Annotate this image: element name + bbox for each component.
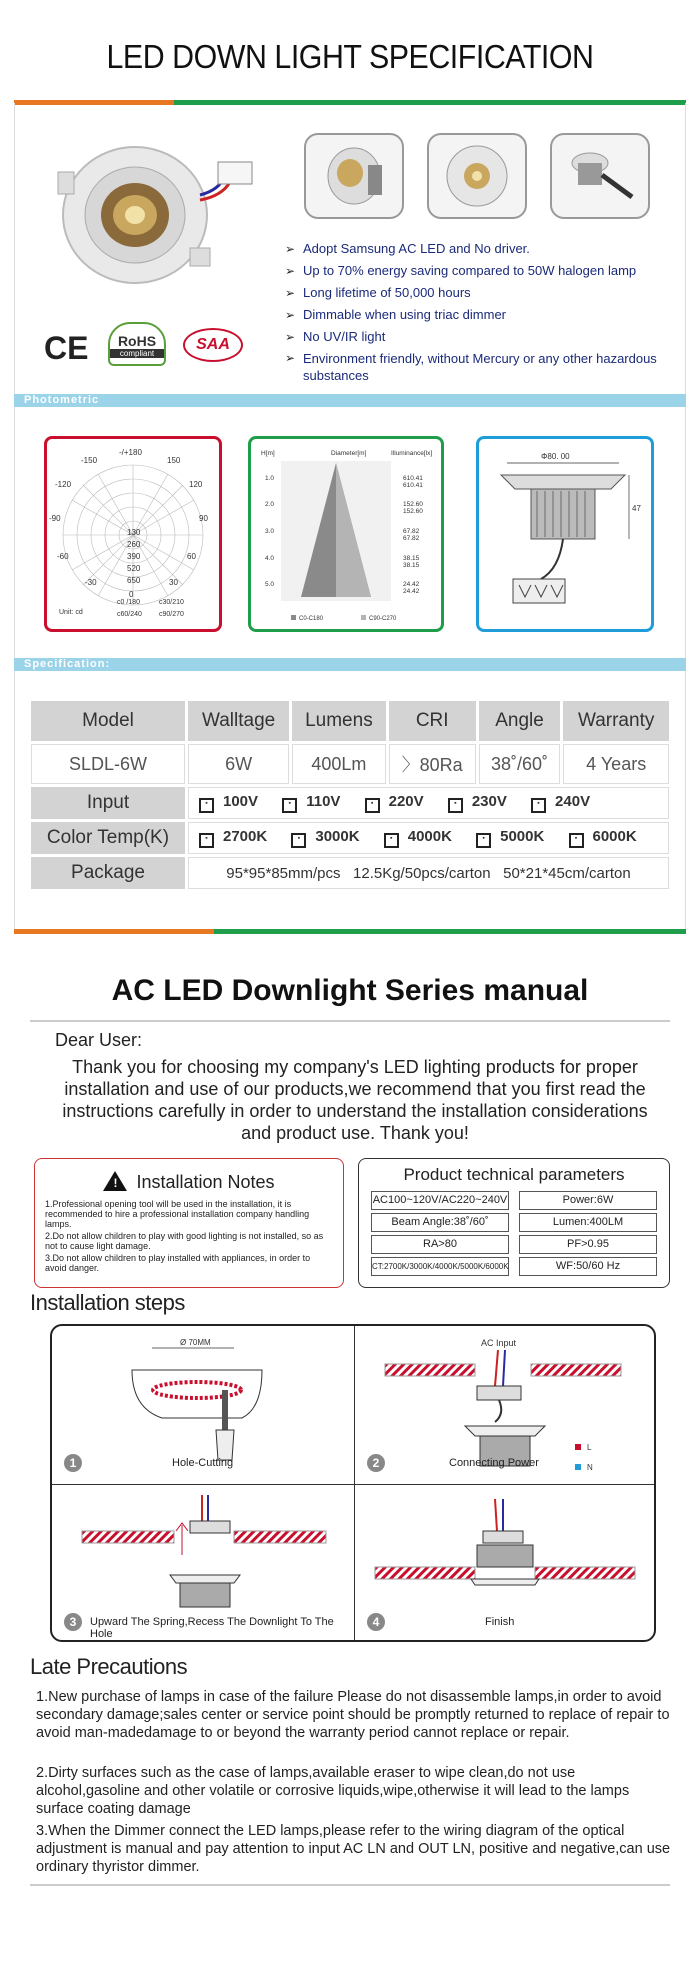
param-cell: Power:6W xyxy=(519,1191,657,1210)
product-main-image xyxy=(50,140,260,300)
param-cell: Lumen:400LM xyxy=(519,1213,657,1232)
param-cell: CT:2700K/3000K/4000K/5000K/6000K xyxy=(371,1257,509,1276)
input-option: ▪ 240V xyxy=(531,793,590,813)
rohs-text: RoHS xyxy=(117,333,157,349)
illum-value: 610.41 xyxy=(403,475,423,482)
illum-height: 1.0 xyxy=(265,475,275,482)
feature-item: ➢ Adopt Samsung AC LED and No driver. xyxy=(285,238,685,260)
color-temp-option: ▪ 2700K xyxy=(199,828,267,848)
section-photometric: Photometric xyxy=(14,394,686,407)
polar-angle-label: -90 xyxy=(49,514,61,523)
illum-value: 610.41 xyxy=(403,482,423,489)
spec-value: 400Lm xyxy=(292,744,385,784)
polar-diagram xyxy=(44,436,222,632)
color-temp-option: ▪ 4000K xyxy=(384,828,452,848)
spec-header: Model xyxy=(31,701,185,741)
package-value: 95*95*85mm/pcs 12.5Kg/50pcs/carton 50*21*45cm/carton xyxy=(188,857,669,889)
spec-header-row xyxy=(31,701,669,741)
bottom-stripe-green xyxy=(214,929,686,934)
intro-text: Thank you for choosing my company's LED lighting products for proper installation and use of our products,we recommend that you first read the instructions carefully in order to understand the installation considerations and product use. Thank you! xyxy=(62,1057,648,1143)
precaution-item: 1.New purchase of lamps in case of the failure Please do not disassemble lamps,in order to avoid secondary damage;sales center or service point should be promptly returned to replace of repair to avoid man-madedamage to or beyond the warranty period cannot replace or repair. xyxy=(36,1689,670,1741)
illum-height: 5.0 xyxy=(265,581,275,588)
installation-steps xyxy=(50,1324,656,1642)
polar-angle-label: -30 xyxy=(85,578,97,587)
wire-legend-n: N xyxy=(587,1463,593,1472)
illum-value: 67.82 xyxy=(403,535,420,542)
polar-angle-label: 30 xyxy=(169,578,178,587)
polar-angle-label: 150 xyxy=(167,456,181,465)
input-label: Input xyxy=(31,787,185,819)
step-4 xyxy=(355,1485,656,1642)
feature-item: ➢ Long lifetime of 50,000 hours xyxy=(285,282,685,304)
illum-value: 152.60 xyxy=(403,501,423,508)
polar-ring-label: 650 xyxy=(127,576,141,585)
spec-value: 4 Years xyxy=(563,744,669,784)
spec-value: 38˚/60˚ xyxy=(479,744,561,784)
illum-legend: C90-C270 xyxy=(369,616,397,622)
step-caption: Upward The Spring,Recess The Downlight To The Hole xyxy=(90,1616,334,1640)
polar-legend: c0 /180 xyxy=(117,599,140,606)
spec-header: Warranty xyxy=(563,701,669,741)
polar-legend: c30/210 xyxy=(159,599,184,606)
polar-unit: Unit: cd xyxy=(59,609,83,616)
param-cell: AC100~120V/AC220~240V xyxy=(371,1191,509,1210)
polar-ring-label: 390 xyxy=(127,552,141,561)
notes-heading xyxy=(35,1171,343,1193)
illum-height: 2.0 xyxy=(265,501,275,508)
illum-value: 67.82 xyxy=(403,528,420,535)
spec-header: CRI xyxy=(389,701,476,741)
step-caption: Finish xyxy=(485,1616,515,1628)
steps-heading: Installation steps xyxy=(30,1290,185,1315)
polar-angle-label: -60 xyxy=(57,552,69,561)
product-thumb-2 xyxy=(427,133,527,219)
spec-table xyxy=(28,698,672,892)
illum-value: 152.60 xyxy=(403,508,423,515)
manual-title: AC LED Downlight Series manual xyxy=(111,974,589,1007)
input-option: ▪ 110V xyxy=(282,793,340,813)
rohs-logo xyxy=(108,322,166,366)
color-temp-option: ▪ 3000K xyxy=(291,828,359,848)
step-1 xyxy=(52,1326,354,1484)
illum-height: 3.0 xyxy=(265,528,275,535)
color-temp-option: ▪ 6000K xyxy=(569,828,637,848)
section-specification: Specification: xyxy=(14,658,686,671)
installation-notes xyxy=(34,1158,344,1288)
step-2 xyxy=(355,1326,656,1484)
package-label: Package xyxy=(31,857,185,889)
polar-angle-label: -120 xyxy=(55,480,72,489)
spec-header: Lumens xyxy=(292,701,385,741)
polar-ring-label: 260 xyxy=(127,540,141,549)
divider xyxy=(30,1020,670,1022)
step-number: 1 xyxy=(64,1454,82,1472)
polar-ring-label: 130 xyxy=(127,528,141,537)
color-temp-label: Color Temp(K) xyxy=(31,822,185,854)
spec-header: Angle xyxy=(479,701,561,741)
polar-angle-label: 60 xyxy=(187,552,196,561)
dimension-height: 47 xyxy=(632,504,641,513)
product-thumb-3 xyxy=(550,133,650,219)
param-cell: WF:50/60 Hz xyxy=(519,1257,657,1276)
notes-title: Installation Notes xyxy=(136,1172,275,1192)
illum-header: Diameter[m] xyxy=(331,450,367,457)
spec-header: Walltage xyxy=(188,701,289,741)
input-option: ▪ 230V xyxy=(448,793,507,813)
illum-value: 24.42 xyxy=(403,588,420,595)
ce-mark: CE xyxy=(44,330,89,366)
input-options xyxy=(188,787,669,819)
saa-logo: SAA xyxy=(183,328,243,362)
input-option: ▪ 100V xyxy=(199,793,258,813)
illum-value: 24.42 xyxy=(403,581,420,588)
polar-legend: c60/240 xyxy=(117,611,142,618)
wire-legend-l: L xyxy=(587,1443,592,1452)
spec-value: 6W xyxy=(188,744,289,784)
params-grid xyxy=(359,1185,669,1282)
illum-legend: C0-C180 xyxy=(299,616,324,622)
param-cell: PF>0.95 xyxy=(519,1235,657,1254)
polar-angle-label: -/+180 xyxy=(119,448,142,457)
polar-angle-label: -150 xyxy=(81,456,98,465)
illum-height: 4.0 xyxy=(265,555,275,562)
feature-item: ➢ Environment friendly, without Mercury or any other hazardous substances xyxy=(285,348,685,384)
note-item: 1.Professional opening tool will be used in the installation, it is recommended to hire a professional installation company handling lamps. xyxy=(45,1199,310,1229)
product-thumb-1 xyxy=(304,133,404,219)
warning-icon: ! xyxy=(103,1171,127,1191)
illuminance-diagram xyxy=(248,436,444,632)
step-1-dimension: Ø 70MM xyxy=(180,1338,211,1347)
feature-item: ➢ Dimmable when using triac dimmer xyxy=(285,304,685,326)
polar-angle-label: 90 xyxy=(199,514,208,523)
spec-color-row xyxy=(31,822,669,854)
input-option: ▪ 220V xyxy=(365,793,424,813)
dimension-diagram xyxy=(476,436,654,632)
bottom-stripe-orange xyxy=(14,929,214,934)
color-temp-option: ▪ 5000K xyxy=(476,828,544,848)
dimension-diameter: Φ80. 00 xyxy=(541,452,570,461)
feature-list xyxy=(285,238,685,384)
polar-angle-label: 120 xyxy=(189,480,203,489)
param-cell: Beam Angle:38˚/60˚ xyxy=(371,1213,509,1232)
rohs-sub: compliant xyxy=(110,349,164,358)
polar-angle-label: 0 xyxy=(129,590,134,599)
illum-header: H[m] xyxy=(261,450,275,457)
spec-value: 〉80Ra xyxy=(389,744,476,784)
precaution-item: 2.Dirty surfaces such as the case of lamps,available eraser to wipe clean,do not use alcohol,gasoline and other volatile or corrosive liquids,wipe,otherwise it will lead to the lamps surface coating damage xyxy=(36,1765,630,1817)
spec-value-row xyxy=(31,744,669,784)
notes-list xyxy=(35,1193,343,1273)
divider xyxy=(30,1884,670,1886)
page-title: LED DOWN LIGHT SPECIFICATION xyxy=(106,38,594,75)
color-temp-options xyxy=(188,822,669,854)
step-2-label: AC Input xyxy=(481,1338,517,1348)
technical-parameters xyxy=(358,1158,670,1288)
note-item: 2.Do not allow children to play with good lighting is not installed, so as not to cause light damage. xyxy=(45,1231,324,1251)
precaution-item: 3.When the Dimmer connect the LED lamps,please refer to the wiring diagram of the optical adjustment is manual and pay attention to input AC LN and OUT LN, positive and negative,can use ordinary thyristor dimmer. xyxy=(36,1823,671,1875)
step-number: 3 xyxy=(64,1613,82,1631)
illum-header: Illuminance[lx] xyxy=(391,450,433,457)
spec-package-row xyxy=(31,857,669,889)
salutation: Dear User: xyxy=(55,1030,143,1050)
spec-input-row xyxy=(31,787,669,819)
illum-value: 38.15 xyxy=(403,562,420,569)
polar-ring-label: 520 xyxy=(127,564,141,573)
note-item: 3.Do not allow children to play installed with appliances, in order to avoid danger. xyxy=(45,1253,311,1273)
precautions-heading: Late Precautions xyxy=(30,1654,188,1679)
feature-item: ➢ No UV/IR light xyxy=(285,326,685,348)
polar-legend: c90/270 xyxy=(159,611,184,618)
step-number: 2 xyxy=(367,1454,385,1472)
spec-value: SLDL-6W xyxy=(31,744,185,784)
params-title: Product technical parameters xyxy=(403,1165,625,1184)
step-number: 4 xyxy=(367,1613,385,1631)
step-caption: Hole-Cutting xyxy=(172,1457,234,1469)
step-caption: Connecting Power xyxy=(449,1457,539,1469)
step-3 xyxy=(52,1485,354,1642)
illum-value: 38.15 xyxy=(403,555,420,562)
feature-item: ➢ Up to 70% energy saving compared to 50W halogen lamp xyxy=(285,260,685,282)
param-cell: RA>80 xyxy=(371,1235,509,1254)
